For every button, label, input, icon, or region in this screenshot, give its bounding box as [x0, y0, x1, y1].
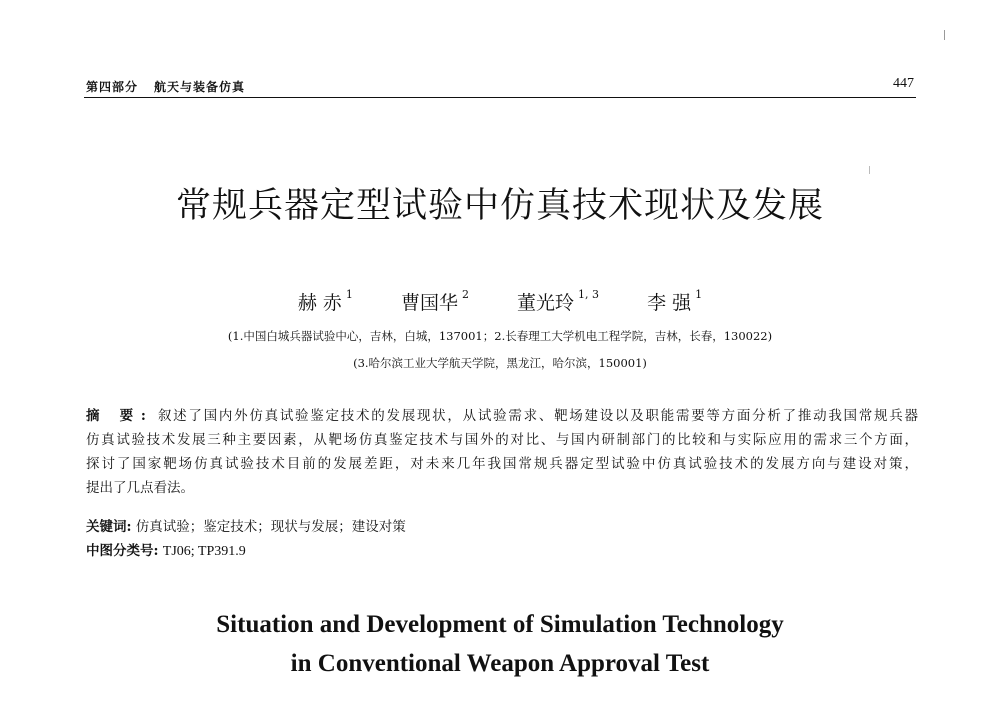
scan-mark [944, 30, 945, 40]
classification-label: 中图分类号: [86, 543, 159, 559]
author-name: 赫 赤 [297, 292, 342, 314]
abstract-text: 叙述了国内外仿真试验鉴定技术的发展现状，从试验需求、靶场建设以及职能需要等方面分析了推动我国常规兵器 [157, 408, 919, 424]
abstract-label: 摘 要: [86, 408, 152, 424]
author-affiliation-mark: 1, 3 [578, 287, 600, 301]
abstract-line: 提出了几点看法。 [86, 480, 194, 496]
affiliation-line: (3.哈尔滨工业大学航天学院，黑龙江，哈尔滨，150001) [353, 356, 647, 370]
classification-codes: TJ06; TP391.9 [162, 544, 246, 559]
running-header [86, 78, 245, 95]
affiliation-line: (1.中国白城兵器试验中心，吉林，白城，137001；2.长春理工大学机电工程学院，吉林，长春，130022) [227, 329, 773, 343]
scan-mark [869, 166, 870, 174]
english-title-line: in Conventional Weapon Approval Test [290, 650, 710, 677]
author [517, 288, 599, 315]
classification-number [86, 539, 246, 560]
author [298, 288, 353, 315]
author-name: 董光玲 [517, 292, 575, 314]
abstract-line: 探讨了国家靶场仿真试验技术目前的发展差距，对未来几年我国常规兵器定型试验中仿真试验技术的发展方向与建设对策， [86, 456, 918, 472]
author [647, 288, 702, 315]
english-title-line: Situation and Development of Simulation Technology [216, 611, 784, 638]
section-title: 航天与装备仿真 [154, 80, 246, 94]
author [401, 288, 469, 315]
abstract-line: 仿真试验技术发展三种主要因素，从靶场仿真鉴定技术与国外的对比、与国内研制部门的比较和与实际应用的需求三个方面， [86, 432, 918, 448]
section-label: 第四部分 [86, 80, 139, 94]
header-rule [84, 97, 916, 98]
author-name: 李 强 [647, 292, 692, 314]
keywords-label: 关键词: [86, 519, 132, 535]
author-list [0, 288, 1000, 315]
abstract-line [86, 404, 918, 428]
author-name: 曹国华 [400, 292, 458, 314]
keywords [86, 515, 406, 535]
chinese-title: 常规兵器定型试验中仿真技术现状及发展 [175, 186, 824, 226]
author-affiliation-mark: 1 [345, 287, 353, 301]
author-affiliation-mark: 1 [695, 287, 703, 301]
abstract [86, 404, 918, 500]
keywords-text: 仿真试验；鉴定技术；现状与发展；建设对策 [135, 519, 406, 535]
author-affiliation-mark: 2 [461, 287, 469, 301]
page-number: 447 [893, 76, 914, 91]
